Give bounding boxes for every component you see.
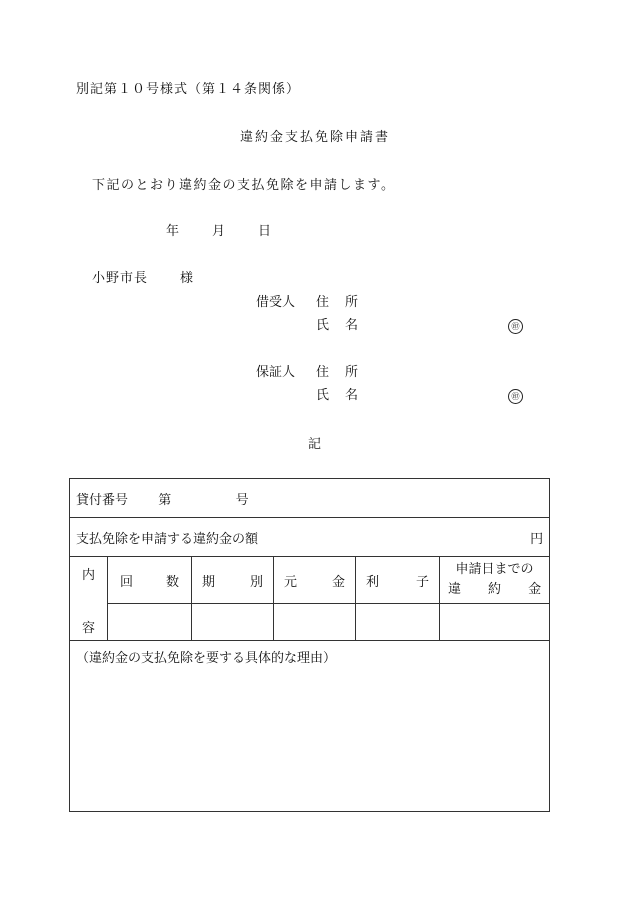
date-day-label: 日 xyxy=(258,224,272,239)
input-penalty-to-date[interactable] xyxy=(440,604,550,641)
content-label-1: 内 xyxy=(81,568,95,583)
borrower-name-label-1: 氏 xyxy=(316,318,330,333)
guarantor-name-label-1: 氏 xyxy=(316,388,330,403)
header-gankin: 元 金 xyxy=(274,557,356,604)
ki-heading: 記 xyxy=(308,437,322,452)
document-title: 違約金支払免除申請書 xyxy=(240,130,391,145)
loan-number-dai: 第 xyxy=(158,492,172,508)
input-kibetsu[interactable] xyxy=(192,604,274,641)
penalty-amount-unit: 円 xyxy=(530,531,544,547)
borrower-role: 借受人 xyxy=(256,295,296,310)
content-label-2: 容 xyxy=(81,621,95,636)
intro-text: 下記のとおり違約金の支払免除を申請します。 xyxy=(92,178,396,193)
guarantor-seal-icon: ㊞ xyxy=(508,389,523,404)
header-rishi: 利 子 xyxy=(356,557,440,604)
borrower-name-label-2: 名 xyxy=(345,318,359,333)
reason-cell[interactable] xyxy=(70,641,550,812)
header-kibetsu: 期 別 xyxy=(192,557,274,604)
header-penalty-line1: 申請日までの xyxy=(455,562,534,577)
content-label-cell xyxy=(70,557,108,641)
header-kaisu: 回 数 xyxy=(108,557,192,604)
date-month-label: 月 xyxy=(212,224,226,239)
guarantor-address-label-2: 所 xyxy=(345,365,359,380)
loan-number-cell[interactable] xyxy=(70,479,550,518)
addressee-honorific: 様 xyxy=(180,271,194,286)
application-table xyxy=(69,478,550,812)
loan-number-label: 貸付番号 xyxy=(76,492,129,508)
header-penalty-to-date: 申請日までの 違 約 金 xyxy=(440,557,550,604)
guarantor-role: 保証人 xyxy=(256,365,296,380)
borrower-seal-icon: ㊞ xyxy=(508,319,523,334)
guarantor-name-label-2: 名 xyxy=(345,388,359,403)
input-rishi[interactable] xyxy=(356,604,440,641)
input-kaisu[interactable] xyxy=(108,604,192,641)
reason-label: （違約金の支払免除を要する具体的な理由） xyxy=(76,651,337,666)
form-number: 別記第１０号様式（第１４条関係） xyxy=(76,82,301,97)
borrower-address-label-2: 所 xyxy=(345,295,359,310)
penalty-amount-label: 支払免除を申請する違約金の額 xyxy=(76,531,259,547)
penalty-amount-cell[interactable] xyxy=(70,518,550,557)
input-gankin[interactable] xyxy=(274,604,356,641)
borrower-address-label-1: 住 xyxy=(316,295,330,310)
date-year-label: 年 xyxy=(166,224,180,239)
loan-number-go: 号 xyxy=(235,492,249,508)
guarantor-address-label-1: 住 xyxy=(316,365,330,380)
addressee: 小野市長 xyxy=(92,271,149,286)
